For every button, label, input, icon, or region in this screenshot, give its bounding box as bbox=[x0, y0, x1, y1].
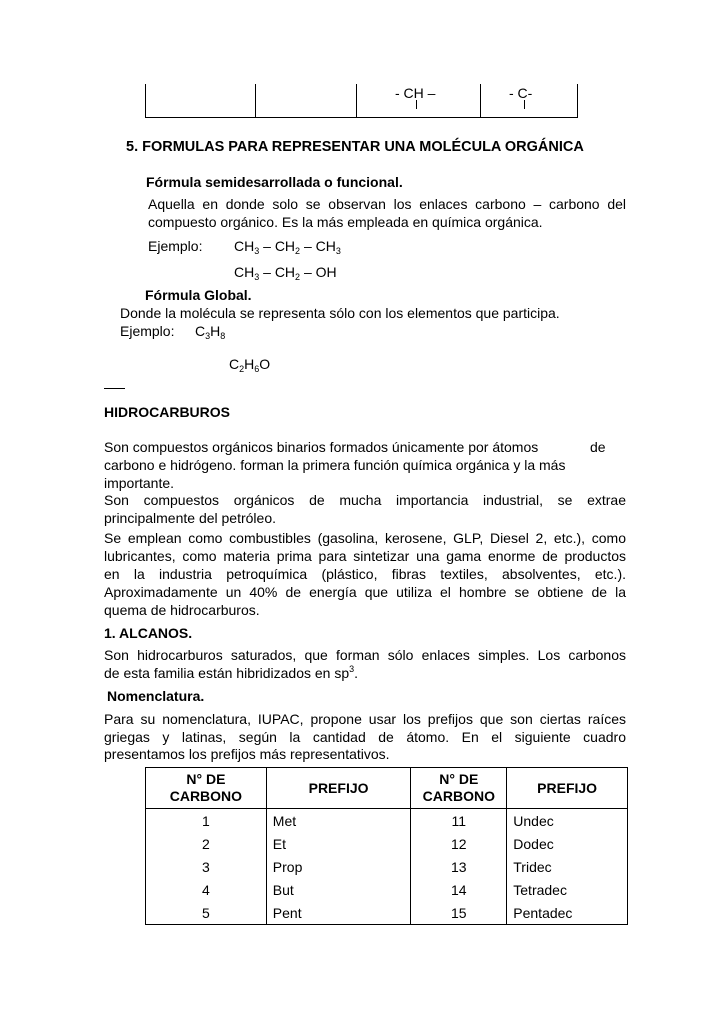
alcanos-title: 1. ALCANOS. bbox=[104, 625, 193, 641]
example-formula-1: $CH_3 - CH_2 - CH_3$ bbox=[234, 238, 341, 256]
nomenclatura-title: Nomenclatura. bbox=[107, 688, 205, 704]
nomen-line2: griegas y latinas, según la cantidad de átomo. En el siguiente cuadro bbox=[104, 729, 626, 745]
header-prefijo: PREFIJO bbox=[507, 768, 628, 809]
alcanos-line1: Son hidrocarburos saturados, que forman sólo enlaces simples. Los carbonos bbox=[104, 647, 626, 663]
carbon-count: 13 bbox=[411, 855, 507, 878]
prefix: Tetradec bbox=[507, 878, 628, 901]
carbon-count: 15 bbox=[411, 901, 507, 925]
prefix: Prop bbox=[266, 855, 411, 878]
top-partial-table bbox=[145, 84, 578, 118]
carbon-count: 2 bbox=[146, 832, 267, 855]
section-heading: 5. FORMULAS PARA REPRESENTAR UNA MOLÉCULA ORGÁNICA bbox=[126, 139, 584, 155]
carbon-count: 12 bbox=[411, 832, 507, 855]
global-desc: Donde la molécula se representa sólo con los elementos que participa. bbox=[120, 305, 560, 321]
prefix: Dodec bbox=[507, 832, 628, 855]
carbon-count: 11 bbox=[411, 809, 507, 833]
table-divider bbox=[255, 84, 256, 117]
global-formula-2: $C_2H_6O$ bbox=[229, 356, 271, 374]
table-divider bbox=[480, 84, 481, 117]
prefix: Met bbox=[266, 809, 411, 833]
p1-line1a: Son compuestos orgánicos binarios formados únicamente por átomos bbox=[104, 439, 539, 455]
table-row bbox=[146, 878, 628, 901]
prefix: Undec bbox=[507, 809, 628, 833]
carbon-count: 1 bbox=[146, 809, 267, 833]
header-num-carbono: N° DE CARBONO bbox=[146, 768, 267, 809]
p1-line2: carbono e hidrógeno. forman la primera función química orgánica y la más bbox=[104, 457, 566, 473]
carbon-count: 14 bbox=[411, 878, 507, 901]
table-row bbox=[146, 832, 628, 855]
p3-line5: quema de hidrocarburos. bbox=[104, 602, 260, 618]
p1-line3: importante. bbox=[104, 475, 175, 491]
p3-line1: Se emplean como combustibles (gasolina, kerosene, GLP, Diesel 2, etc.), como bbox=[104, 530, 626, 546]
header-prefijo: PREFIJO bbox=[266, 768, 411, 809]
top-table-cell-ch: - CH – bbox=[395, 85, 436, 101]
p1-line1b: de bbox=[590, 439, 606, 455]
alcanos-line2: de esta familia están hibridizados en $sp^3$. bbox=[104, 664, 359, 681]
prefix: But bbox=[266, 878, 411, 901]
p2-line2: principalmente del petróleo. bbox=[104, 510, 276, 526]
table-header-row bbox=[146, 768, 628, 809]
semi-desc-line1: Aquella en donde solo se observan los enlaces carbono – carbono del bbox=[148, 196, 626, 212]
nomen-line1: Para su nomenclatura, IUPAC, propone usar los prefijos que son ciertas raíces bbox=[104, 711, 626, 727]
table-row bbox=[146, 901, 628, 925]
p3-line4: Aproximadamente un 40% de energía que utiliza el hombre se obtiene de la bbox=[104, 584, 626, 600]
prefix: Tridec bbox=[507, 855, 628, 878]
carbon-count: 3 bbox=[146, 855, 267, 878]
prefix: Pent bbox=[266, 901, 411, 925]
p2-line1: Son compuestos orgánicos de mucha importancia industrial, se extrae bbox=[104, 492, 626, 508]
header-num-carbono: N° DE CARBONO bbox=[411, 768, 507, 809]
bond-line bbox=[524, 100, 525, 109]
table-divider bbox=[356, 84, 357, 117]
prefix: Et bbox=[266, 832, 411, 855]
global-title: Fórmula Global. bbox=[145, 287, 252, 303]
carbon-count: 5 bbox=[146, 901, 267, 925]
global-example-label: Ejemplo: bbox=[120, 323, 175, 339]
bond-line bbox=[416, 100, 417, 109]
example-formula-2: $CH_3 - CH_2$ – OH bbox=[234, 264, 337, 282]
prefix-table bbox=[145, 767, 628, 925]
example-label: Ejemplo: bbox=[148, 238, 203, 254]
table-row bbox=[146, 855, 628, 878]
global-formula-1: $C_3H_8$ bbox=[195, 323, 226, 341]
semi-title: Fórmula semidesarrollada o funcional. bbox=[146, 174, 403, 190]
table-row bbox=[146, 809, 628, 833]
p3-line3: en la industria petroquímica (plástico, fibras textiles, absolventes, etc.). bbox=[104, 566, 626, 582]
p3-line2: lubricantes, como materia prima para sintetizar una gama enorme de productos bbox=[104, 548, 626, 564]
semi-desc-line2: compuesto orgánico. Es la más empleada en química orgánica. bbox=[148, 214, 543, 230]
carbon-count: 4 bbox=[146, 878, 267, 901]
hidrocarburos-title: HIDROCARBUROS bbox=[104, 404, 230, 420]
prefix: Pentadec bbox=[507, 901, 628, 925]
top-table-cell-c: - C- bbox=[509, 85, 533, 101]
short-divider bbox=[104, 388, 125, 389]
nomen-line3: presentamos los prefijos más representativos. bbox=[104, 746, 390, 762]
